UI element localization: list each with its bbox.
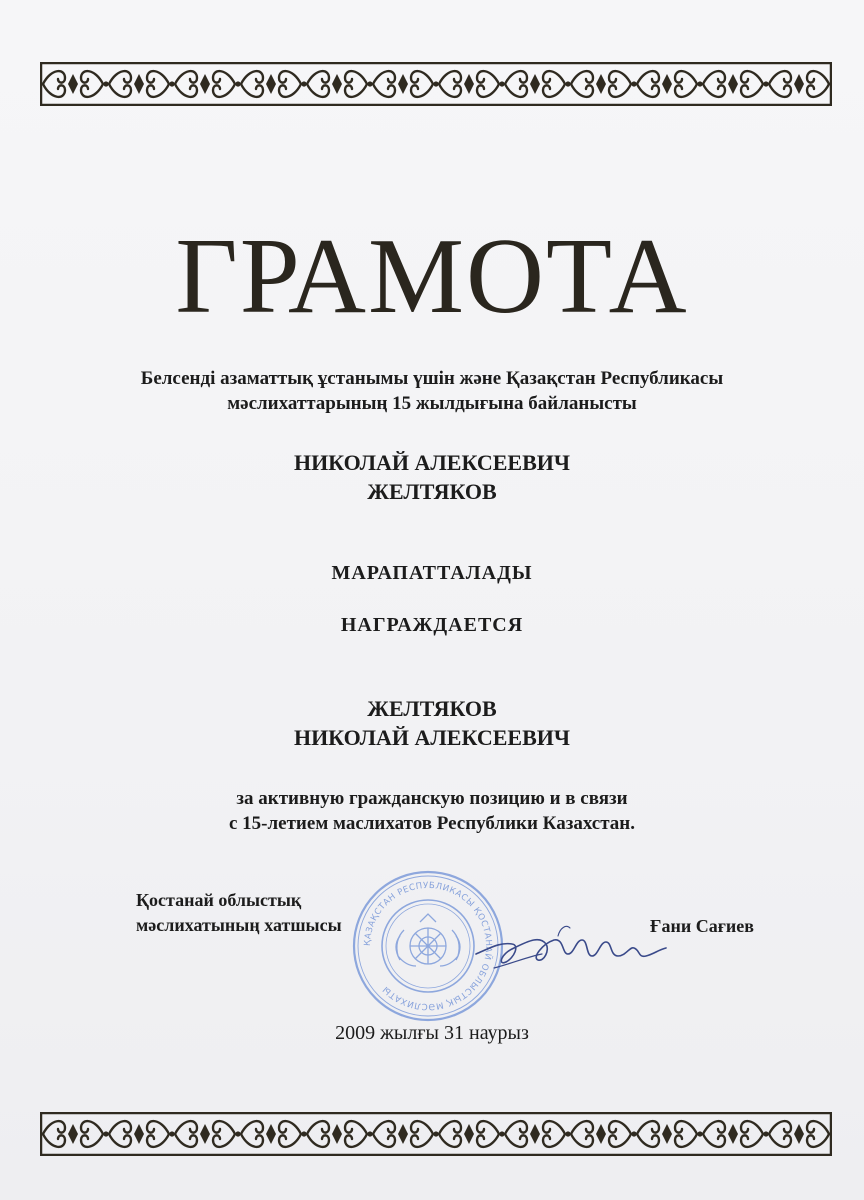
ornament-motif (565, 71, 631, 97)
recipient-name-kazakh (0, 448, 864, 506)
ornament-motif (499, 1121, 565, 1147)
seal-ring-textpath: ҚАЗАҚСТАН РЕСПУБЛИКАСЫ ҚОСТАНАЙ ОБЛЫСТЫҚ МӘСЛИХАТЫ (362, 880, 494, 1012)
ornament-motif (235, 1121, 301, 1147)
ornament-border-bottom (40, 1112, 832, 1156)
state-emblem-icon (396, 914, 460, 966)
ornament-motif (367, 71, 433, 97)
handwritten-signature (470, 914, 670, 976)
recipient-given-names: НИКОЛАЙ АЛЕКСЕЕВИЧ (293, 725, 571, 750)
ornament-motif (40, 1121, 103, 1147)
ornament-motif (763, 71, 829, 97)
ornament-motif (301, 71, 367, 97)
ornament-motif (499, 71, 565, 97)
ornament-motif (631, 1121, 697, 1147)
ornament-motif (235, 71, 301, 97)
awarded-label-kazakh: МАРАПАТТАЛАДЫ (331, 562, 533, 584)
ornament-motif (631, 71, 697, 97)
ornament-motif (103, 71, 169, 97)
ornament-motif (301, 1121, 367, 1147)
ornament-motif (763, 1121, 829, 1147)
ornament-motif (697, 71, 763, 97)
ornament-motif (169, 1121, 235, 1147)
award-reason-kazakh (0, 366, 864, 416)
issue-date: 2009 жылғы 31 наурыз (335, 1022, 529, 1044)
recipient-given-names: НИКОЛАЙ АЛЕКСЕЕВИЧ (293, 450, 571, 475)
ornament-motif (40, 71, 103, 97)
ornament-motif (433, 71, 499, 97)
award-reason-russian-line: с 15-летием маслихатов Республики Казахстан. (229, 813, 635, 834)
recipient-name-russian (0, 694, 864, 752)
recipient-surname: ЖЕЛТЯКОВ (367, 479, 497, 504)
signer-title-line: мәслихатының хатшысы (136, 915, 342, 935)
signer-title-line: Қостанай облыстық (136, 890, 302, 910)
signer-title (136, 888, 342, 938)
ornament-motif (433, 1121, 499, 1147)
recipient-surname: ЖЕЛТЯКОВ (367, 696, 497, 721)
awarded-label-russian: НАГРАЖДАЕТСЯ (340, 614, 524, 636)
ornament-border-top (40, 62, 832, 106)
ornament-motif (565, 1121, 631, 1147)
ornament-motif (697, 1121, 763, 1147)
award-reason-kazakh-line: Белсенді азаматтық ұстанымы үшін және Қазақстан Республикасы (140, 368, 724, 389)
certificate-title: ГРАМОТА (175, 217, 689, 336)
signer-name: Ғани Сағиев (650, 916, 754, 936)
ornament-motif (169, 71, 235, 97)
award-reason-russian-line: за активную гражданскую позицию и в связи (236, 788, 628, 809)
ornament-motif (103, 1121, 169, 1147)
ornament-motif (367, 1121, 433, 1147)
award-reason-kazakh-line: мәслихаттарының 15 жылдығына байланысты (227, 393, 637, 414)
award-reason-russian (0, 786, 864, 836)
